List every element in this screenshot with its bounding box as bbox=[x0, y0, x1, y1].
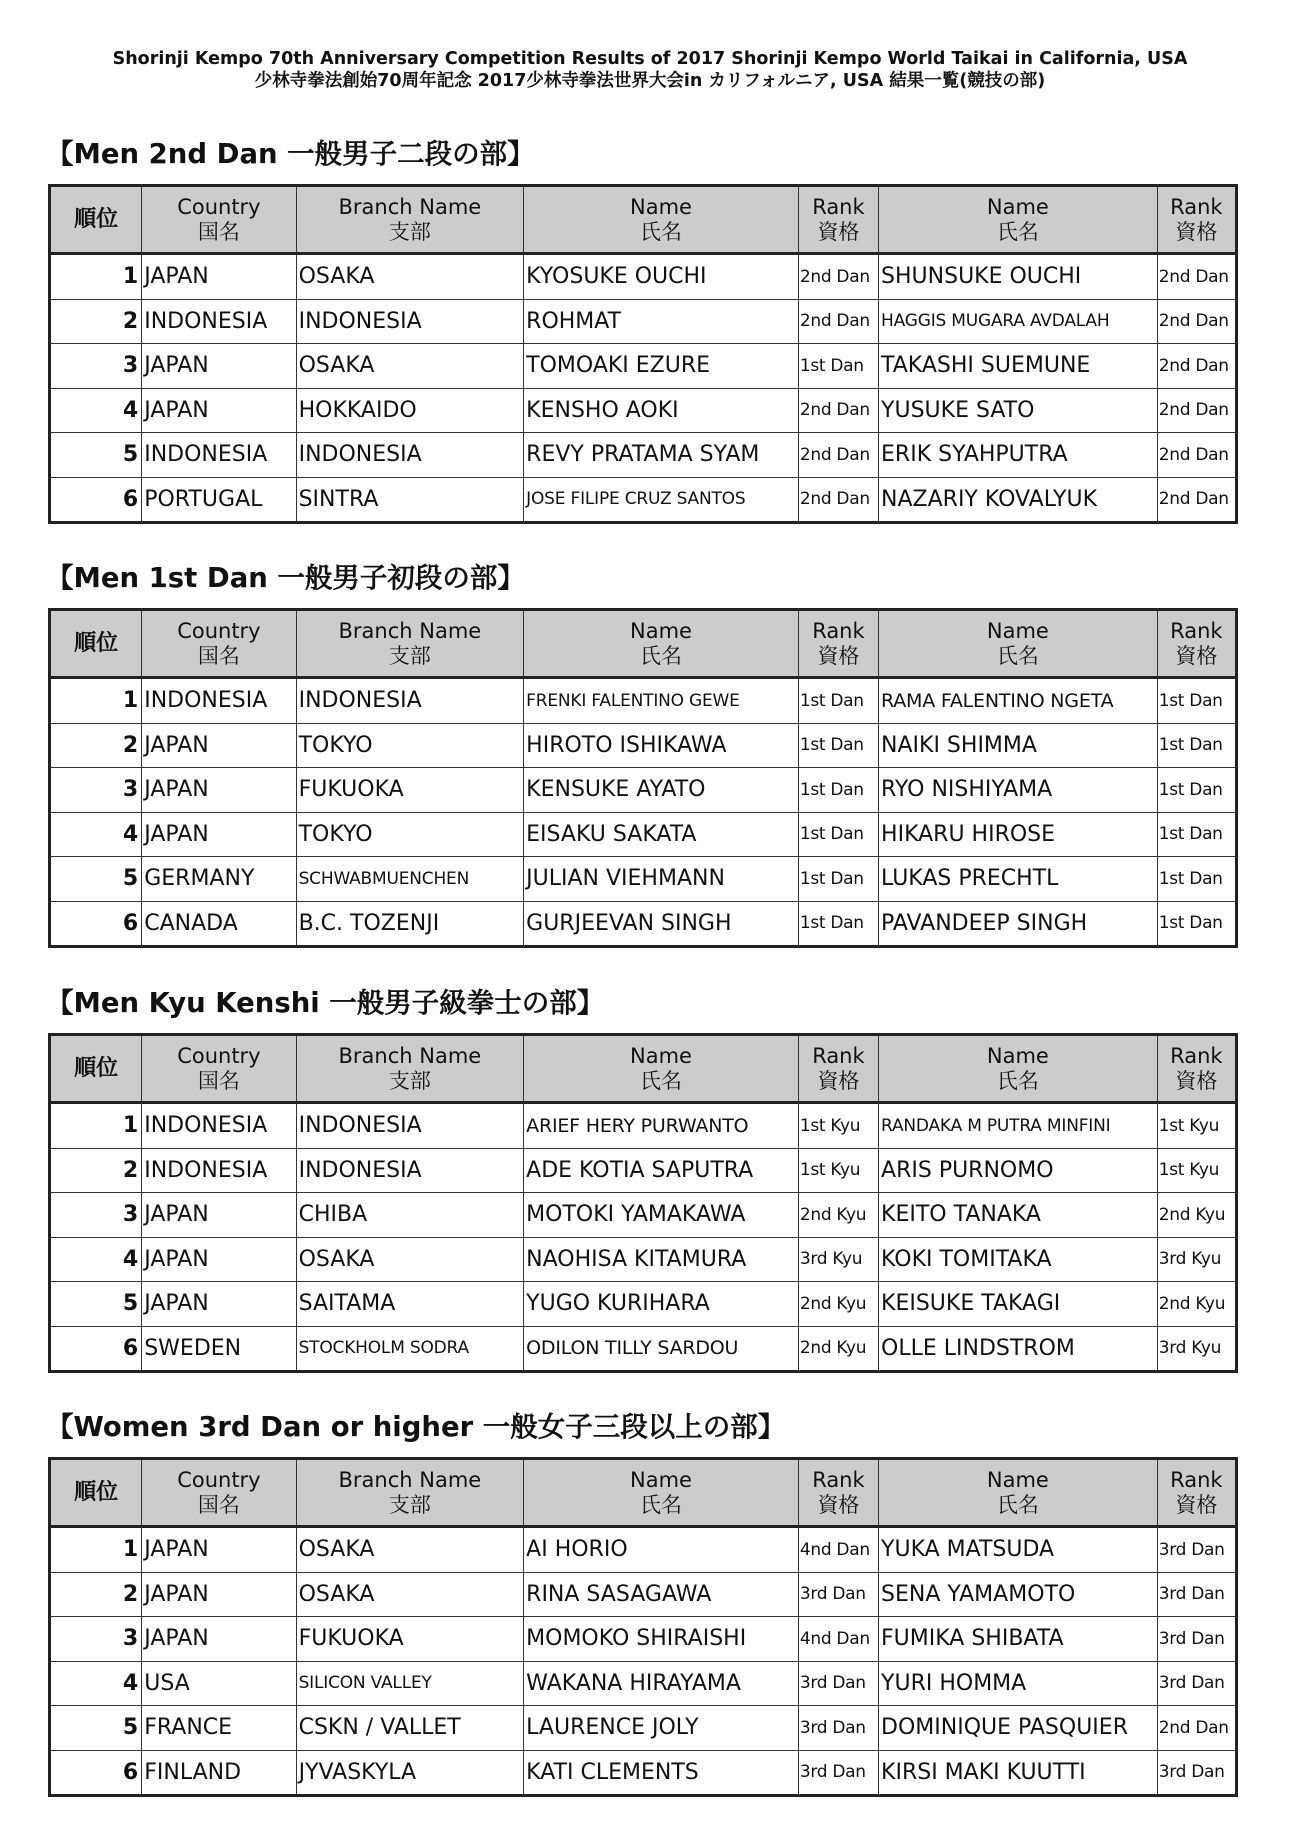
cell-name-1: YUGO KURIHARA bbox=[524, 1282, 799, 1327]
col-header-branch-label: 支部 bbox=[388, 1492, 431, 1517]
cell-branch: OSAKA bbox=[296, 1572, 524, 1617]
cell-name-2: PAVANDEEP SINGH bbox=[879, 901, 1158, 947]
col-header-branch-label: Branch Name bbox=[338, 1467, 482, 1492]
cell-branch: SINTRA bbox=[296, 477, 524, 523]
section-title: 【Men Kyu Kenshi 一般男子級拳士の部】 bbox=[46, 987, 605, 1019]
col-header-name-label: 氏名 bbox=[640, 643, 682, 668]
table-row bbox=[50, 723, 1237, 768]
col-header-rank-qualification-label: Rank bbox=[1170, 1467, 1223, 1492]
table-row bbox=[50, 299, 1237, 344]
col-header-rank bbox=[50, 186, 142, 254]
col-header-name-label: 氏名 bbox=[996, 219, 1039, 244]
table-row bbox=[50, 1617, 1237, 1662]
col-header-rank-qualification bbox=[798, 610, 878, 678]
results-table bbox=[48, 1457, 1238, 1797]
col-header-rank-qualification-label: Rank bbox=[1170, 618, 1223, 643]
col-header-name bbox=[879, 1459, 1158, 1527]
cell-branch: CHIBA bbox=[296, 1193, 524, 1238]
section-title: 【Men 1st Dan 一般男子初段の部】 bbox=[46, 562, 525, 594]
col-header-country bbox=[142, 1459, 296, 1527]
table-row bbox=[50, 1661, 1237, 1706]
cell-country: INDONESIA bbox=[142, 299, 296, 344]
results-table bbox=[48, 1033, 1238, 1373]
cell-branch: INDONESIA bbox=[296, 299, 524, 344]
cell-rank-2: 1st Dan bbox=[1157, 768, 1236, 813]
cell-name-2: ERIK SYAHPUTRA bbox=[879, 433, 1158, 478]
table-header-row bbox=[50, 610, 1237, 678]
col-header-country bbox=[142, 1035, 296, 1103]
cell-rank-2: 3rd Dan bbox=[1157, 1617, 1236, 1662]
cell-name-2: YUKA MATSUDA bbox=[879, 1527, 1158, 1573]
cell-position: 6 bbox=[50, 477, 142, 523]
cell-position: 1 bbox=[50, 1103, 142, 1149]
cell-rank-1: 2nd Kyu bbox=[798, 1326, 878, 1372]
cell-position: 2 bbox=[50, 299, 142, 344]
col-header-country-label: Country bbox=[177, 1467, 261, 1492]
cell-rank-2: 2nd Dan bbox=[1157, 1706, 1236, 1751]
table-row bbox=[50, 254, 1237, 300]
table-row bbox=[50, 1193, 1237, 1238]
cell-branch: FUKUOKA bbox=[296, 1617, 524, 1662]
cell-country: JAPAN bbox=[142, 254, 296, 300]
cell-rank-1: 1st Dan bbox=[798, 678, 878, 724]
cell-rank-1: 3rd Dan bbox=[798, 1572, 878, 1617]
col-header-rank-qualification-label: Rank bbox=[812, 194, 865, 219]
cell-rank-1: 2nd Kyu bbox=[798, 1282, 878, 1327]
cell-name-1: TOMOAKI EZURE bbox=[524, 344, 799, 389]
cell-branch: INDONESIA bbox=[296, 1103, 524, 1149]
cell-country: JAPAN bbox=[142, 768, 296, 813]
cell-name-2: DOMINIQUE PASQUIER bbox=[879, 1706, 1158, 1751]
cell-rank-1: 1st Dan bbox=[798, 723, 878, 768]
cell-rank-1: 3rd Kyu bbox=[798, 1237, 878, 1282]
table-row bbox=[50, 1103, 1237, 1149]
cell-position: 3 bbox=[50, 344, 142, 389]
table-row bbox=[50, 477, 1237, 523]
col-header-rank-qualification-label: 資格 bbox=[1175, 643, 1218, 668]
cell-position: 5 bbox=[50, 1706, 142, 1751]
cell-country: FRANCE bbox=[142, 1706, 296, 1751]
cell-position: 5 bbox=[50, 857, 142, 902]
cell-country: JAPAN bbox=[142, 1527, 296, 1573]
table-row bbox=[50, 344, 1237, 389]
cell-name-2: SENA YAMAMOTO bbox=[879, 1572, 1158, 1617]
cell-branch: SILICON VALLEY bbox=[296, 1661, 524, 1706]
cell-name-1: ROHMAT bbox=[524, 299, 799, 344]
col-header-rank bbox=[50, 1459, 142, 1527]
cell-position: 5 bbox=[50, 1282, 142, 1327]
cell-name-2: NAIKI SHIMMA bbox=[879, 723, 1158, 768]
cell-position: 2 bbox=[50, 723, 142, 768]
cell-country: JAPAN bbox=[142, 812, 296, 857]
col-header-name-label: Name bbox=[986, 194, 1049, 219]
cell-branch: OSAKA bbox=[296, 344, 524, 389]
cell-position: 1 bbox=[50, 254, 142, 300]
cell-country: INDONESIA bbox=[142, 1103, 296, 1149]
col-header-name bbox=[879, 610, 1158, 678]
table-header-row bbox=[50, 186, 1237, 254]
col-header-rank-qualification bbox=[798, 1459, 878, 1527]
cell-name-1: GURJEEVAN SINGH bbox=[524, 901, 799, 947]
col-header-name bbox=[879, 186, 1158, 254]
cell-rank-1: 1st Kyu bbox=[798, 1148, 878, 1193]
cell-rank-1: 2nd Dan bbox=[798, 254, 878, 300]
cell-rank-2: 3rd Dan bbox=[1157, 1750, 1236, 1796]
cell-branch: B.C. TOZENJI bbox=[296, 901, 524, 947]
cell-name-1: RINA SASAGAWA bbox=[524, 1572, 799, 1617]
cell-branch: INDONESIA bbox=[296, 678, 524, 724]
cell-name-2: KOKI TOMITAKA bbox=[879, 1237, 1158, 1282]
col-header-rank-qualification-label: Rank bbox=[812, 1043, 865, 1068]
cell-rank-2: 3rd Dan bbox=[1157, 1572, 1236, 1617]
col-header-name-label: Name bbox=[630, 1043, 692, 1068]
col-header-rank-qualification bbox=[1157, 610, 1236, 678]
cell-name-1: HIROTO ISHIKAWA bbox=[524, 723, 799, 768]
cell-name-2: TAKASHI SUEMUNE bbox=[879, 344, 1158, 389]
cell-name-2: HIKARU HIROSE bbox=[879, 812, 1158, 857]
cell-rank-2: 2nd Dan bbox=[1157, 477, 1236, 523]
col-header-rank-label: 順位 bbox=[74, 631, 119, 656]
cell-rank-1: 4nd Dan bbox=[798, 1617, 878, 1662]
table-row bbox=[50, 901, 1237, 947]
cell-rank-2: 1st Dan bbox=[1157, 901, 1236, 947]
col-header-rank-qualification bbox=[798, 1035, 878, 1103]
table-row bbox=[50, 678, 1237, 724]
header-title-jp: 少林寺拳法創始70周年記念 2017少林寺拳法世界大会in カリフォルニア, USA 結果一覧(競技の部) bbox=[254, 71, 1046, 91]
cell-name-2: YUSUKE SATO bbox=[879, 388, 1158, 433]
cell-country: FINLAND bbox=[142, 1750, 296, 1796]
cell-country: INDONESIA bbox=[142, 433, 296, 478]
cell-rank-2: 2nd Kyu bbox=[1157, 1282, 1236, 1327]
table-row bbox=[50, 812, 1237, 857]
cell-name-2: KIRSI MAKI KUUTTI bbox=[879, 1750, 1158, 1796]
col-header-name-label: Name bbox=[986, 1467, 1049, 1492]
col-header-name-label: 氏名 bbox=[996, 643, 1039, 668]
section-title: 【Women 3rd Dan or higher 一般女子三段以上の部】 bbox=[46, 1411, 786, 1443]
cell-rank-2: 1st Kyu bbox=[1157, 1148, 1236, 1193]
cell-country: GERMANY bbox=[142, 857, 296, 902]
cell-rank-2: 3rd Kyu bbox=[1157, 1237, 1236, 1282]
cell-branch: OSAKA bbox=[296, 1527, 524, 1573]
table-row bbox=[50, 1527, 1237, 1573]
cell-country: JAPAN bbox=[142, 1617, 296, 1662]
section-men-kyu-kenshi bbox=[48, 981, 1238, 1373]
col-header-rank-qualification-label: 資格 bbox=[1175, 1068, 1218, 1093]
cell-name-2: SHUNSUKE OUCHI bbox=[879, 254, 1158, 300]
cell-name-1: KENSHO AOKI bbox=[524, 388, 799, 433]
col-header-name-label: 氏名 bbox=[996, 1068, 1039, 1093]
cell-rank-2: 1st Dan bbox=[1157, 812, 1236, 857]
cell-country: JAPAN bbox=[142, 344, 296, 389]
cell-position: 1 bbox=[50, 678, 142, 724]
col-header-country-label: Country bbox=[177, 618, 261, 643]
cell-rank-2: 2nd Dan bbox=[1157, 299, 1236, 344]
cell-rank-2: 2nd Dan bbox=[1157, 254, 1236, 300]
cell-rank-1: 3rd Dan bbox=[798, 1661, 878, 1706]
cell-country: USA bbox=[142, 1661, 296, 1706]
cell-rank-2: 1st Dan bbox=[1157, 723, 1236, 768]
cell-position: 4 bbox=[50, 1661, 142, 1706]
col-header-country-label: Country bbox=[177, 194, 261, 219]
col-header-name-label: 氏名 bbox=[640, 1068, 682, 1093]
col-header-rank-qualification-label: 資格 bbox=[1175, 219, 1218, 244]
cell-name-2: RAMA FALENTINO NGETA bbox=[879, 678, 1158, 724]
cell-country: JAPAN bbox=[142, 1282, 296, 1327]
col-header-rank bbox=[50, 1035, 142, 1103]
cell-name-2: FUMIKA SHIBATA bbox=[879, 1617, 1158, 1662]
col-header-country bbox=[142, 186, 296, 254]
cell-branch: OSAKA bbox=[296, 1237, 524, 1282]
cell-name-1: LAURENCE JOLY bbox=[524, 1706, 799, 1751]
cell-rank-1: 2nd Dan bbox=[798, 388, 878, 433]
cell-rank-1: 1st Dan bbox=[798, 768, 878, 813]
cell-branch: SAITAMA bbox=[296, 1282, 524, 1327]
table-row bbox=[50, 1282, 1237, 1327]
cell-country: CANADA bbox=[142, 901, 296, 947]
cell-branch: INDONESIA bbox=[296, 433, 524, 478]
results-table bbox=[48, 184, 1238, 524]
col-header-name-label: Name bbox=[630, 194, 692, 219]
cell-rank-1: 2nd Dan bbox=[798, 299, 878, 344]
cell-rank-1: 2nd Dan bbox=[798, 433, 878, 478]
cell-name-1: REVY PRATAMA SYAM bbox=[524, 433, 799, 478]
col-header-country-label: Country bbox=[177, 1043, 261, 1068]
cell-country: INDONESIA bbox=[142, 1148, 296, 1193]
cell-name-2: HAGGIS MUGARA AVDALAH bbox=[879, 299, 1158, 344]
col-header-country-label: 国名 bbox=[197, 1068, 240, 1093]
cell-position: 6 bbox=[50, 1750, 142, 1796]
col-header-name bbox=[524, 186, 799, 254]
cell-name-1: AI HORIO bbox=[524, 1527, 799, 1573]
col-header-name-label: 氏名 bbox=[640, 1492, 682, 1517]
cell-name-1: MOTOKI YAMAKAWA bbox=[524, 1193, 799, 1238]
col-header-name-label: Name bbox=[630, 1467, 692, 1492]
cell-name-1: EISAKU SAKATA bbox=[524, 812, 799, 857]
col-header-country-label: 国名 bbox=[197, 1492, 240, 1517]
section-title: 【Men 2nd Dan 一般男子二段の部】 bbox=[46, 138, 535, 170]
col-header-branch bbox=[296, 1035, 524, 1103]
col-header-rank-qualification-label: 資格 bbox=[1175, 1492, 1218, 1517]
results-table bbox=[48, 608, 1238, 948]
cell-position: 1 bbox=[50, 1527, 142, 1573]
table-row bbox=[50, 1326, 1237, 1372]
cell-name-1: FRENKI FALENTINO GEWE bbox=[524, 678, 799, 724]
col-header-rank-qualification-label: Rank bbox=[812, 1467, 865, 1492]
cell-country: JAPAN bbox=[142, 1193, 296, 1238]
cell-position: 5 bbox=[50, 433, 142, 478]
cell-name-1: NAOHISA KITAMURA bbox=[524, 1237, 799, 1282]
cell-rank-2: 2nd Kyu bbox=[1157, 1193, 1236, 1238]
cell-name-1: MOMOKO SHIRAISHI bbox=[524, 1617, 799, 1662]
cell-country: JAPAN bbox=[142, 1237, 296, 1282]
table-row bbox=[50, 1750, 1237, 1796]
cell-position: 4 bbox=[50, 388, 142, 433]
col-header-name-label: Name bbox=[986, 1043, 1049, 1068]
cell-branch: JYVASKYLA bbox=[296, 1750, 524, 1796]
col-header-rank-qualification-label: 資格 bbox=[817, 219, 860, 244]
cell-name-2: KEISUKE TAKAGI bbox=[879, 1282, 1158, 1327]
cell-country: JAPAN bbox=[142, 723, 296, 768]
col-header-name-label: Name bbox=[630, 618, 692, 643]
cell-position: 2 bbox=[50, 1148, 142, 1193]
col-header-rank bbox=[50, 610, 142, 678]
cell-name-2: RYO NISHIYAMA bbox=[879, 768, 1158, 813]
col-header-rank-qualification bbox=[798, 186, 878, 254]
cell-position: 6 bbox=[50, 901, 142, 947]
cell-position: 4 bbox=[50, 1237, 142, 1282]
cell-branch: INDONESIA bbox=[296, 1148, 524, 1193]
col-header-name bbox=[879, 1035, 1158, 1103]
table-row bbox=[50, 1706, 1237, 1751]
document-header bbox=[0, 48, 1300, 92]
cell-name-1: WAKANA HIRAYAMA bbox=[524, 1661, 799, 1706]
table-header-row bbox=[50, 1035, 1237, 1103]
col-header-country-label: 国名 bbox=[197, 219, 240, 244]
cell-name-2: RANDAKA M PUTRA MINFINI bbox=[879, 1103, 1158, 1149]
cell-rank-2: 3rd Dan bbox=[1157, 1527, 1236, 1573]
col-header-branch bbox=[296, 1459, 524, 1527]
cell-position: 3 bbox=[50, 768, 142, 813]
cell-rank-1: 1st Dan bbox=[798, 812, 878, 857]
cell-rank-2: 2nd Dan bbox=[1157, 388, 1236, 433]
cell-country: JAPAN bbox=[142, 1572, 296, 1617]
cell-rank-2: 3rd Dan bbox=[1157, 1661, 1236, 1706]
cell-rank-1: 1st Dan bbox=[798, 857, 878, 902]
col-header-rank-qualification-label: Rank bbox=[1170, 194, 1223, 219]
cell-branch: TOKYO bbox=[296, 812, 524, 857]
col-header-branch bbox=[296, 186, 524, 254]
col-header-rank-qualification-label: 資格 bbox=[817, 643, 860, 668]
col-header-branch-label: Branch Name bbox=[338, 1043, 482, 1068]
table-header-row bbox=[50, 1459, 1237, 1527]
cell-rank-2: 1st Dan bbox=[1157, 857, 1236, 902]
header-title-en: Shorinji Kempo 70th Anniversary Competition Results of 2017 Shorinji Kempo World Taikai in California, USA bbox=[112, 49, 1188, 69]
cell-name-1: KYOSUKE OUCHI bbox=[524, 254, 799, 300]
col-header-rank-qualification-label: 資格 bbox=[817, 1068, 860, 1093]
table-row bbox=[50, 433, 1237, 478]
cell-position: 2 bbox=[50, 1572, 142, 1617]
cell-rank-1: 1st Dan bbox=[798, 344, 878, 389]
table-row bbox=[50, 388, 1237, 433]
cell-branch: HOKKAIDO bbox=[296, 388, 524, 433]
col-header-rank-label: 順位 bbox=[74, 207, 119, 232]
cell-name-1: KATI CLEMENTS bbox=[524, 1750, 799, 1796]
col-header-name-label: Name bbox=[986, 618, 1049, 643]
col-header-rank-qualification-label: Rank bbox=[812, 618, 865, 643]
cell-rank-1: 2nd Kyu bbox=[798, 1193, 878, 1238]
cell-name-1: JOSE FILIPE CRUZ SANTOS bbox=[524, 477, 799, 523]
cell-name-1: ODILON TILLY SARDOU bbox=[524, 1326, 799, 1372]
col-header-country-label: 国名 bbox=[197, 643, 240, 668]
col-header-name bbox=[524, 610, 799, 678]
table-row bbox=[50, 1148, 1237, 1193]
col-header-name bbox=[524, 1035, 799, 1103]
cell-position: 6 bbox=[50, 1326, 142, 1372]
cell-country: INDONESIA bbox=[142, 678, 296, 724]
cell-position: 3 bbox=[50, 1193, 142, 1238]
col-header-branch bbox=[296, 610, 524, 678]
cell-rank-1: 3rd Dan bbox=[798, 1706, 878, 1751]
cell-name-1: ADE KOTIA SAPUTRA bbox=[524, 1148, 799, 1193]
table-row bbox=[50, 768, 1237, 813]
col-header-rank-qualification-label: 資格 bbox=[817, 1492, 860, 1517]
cell-rank-1: 1st Dan bbox=[798, 901, 878, 947]
section-women-3rd-dan-or-higher bbox=[48, 1405, 1238, 1797]
col-header-rank-qualification bbox=[1157, 1035, 1236, 1103]
cell-branch: FUKUOKA bbox=[296, 768, 524, 813]
cell-rank-2: 3rd Kyu bbox=[1157, 1326, 1236, 1372]
cell-name-1: ARIEF HERY PURWANTO bbox=[524, 1103, 799, 1149]
cell-rank-1: 1st Kyu bbox=[798, 1103, 878, 1149]
cell-rank-2: 1st Dan bbox=[1157, 678, 1236, 724]
cell-name-2: KEITO TANAKA bbox=[879, 1193, 1158, 1238]
col-header-rank-qualification bbox=[1157, 186, 1236, 254]
col-header-rank-qualification bbox=[1157, 1459, 1236, 1527]
col-header-rank-qualification-label: Rank bbox=[1170, 1043, 1223, 1068]
cell-rank-1: 4nd Dan bbox=[798, 1527, 878, 1573]
col-header-branch-label: 支部 bbox=[388, 643, 431, 668]
col-header-name-label: 氏名 bbox=[640, 219, 682, 244]
cell-name-2: OLLE LINDSTROM bbox=[879, 1326, 1158, 1372]
cell-rank-2: 2nd Dan bbox=[1157, 344, 1236, 389]
col-header-rank-label: 順位 bbox=[74, 1056, 119, 1081]
cell-position: 3 bbox=[50, 1617, 142, 1662]
cell-rank-1: 3rd Dan bbox=[798, 1750, 878, 1796]
cell-name-2: ARIS PURNOMO bbox=[879, 1148, 1158, 1193]
section-men-2nd-dan bbox=[48, 132, 1238, 524]
cell-branch: CSKN / VALLET bbox=[296, 1706, 524, 1751]
cell-branch: SCHWABMUENCHEN bbox=[296, 857, 524, 902]
section-men-1st-dan bbox=[48, 556, 1238, 948]
col-header-branch-label: Branch Name bbox=[338, 618, 482, 643]
cell-name-1: KENSUKE AYATO bbox=[524, 768, 799, 813]
col-header-name-label: 氏名 bbox=[996, 1492, 1039, 1517]
cell-rank-2: 2nd Dan bbox=[1157, 433, 1236, 478]
table-row bbox=[50, 1572, 1237, 1617]
col-header-name bbox=[524, 1459, 799, 1527]
cell-position: 4 bbox=[50, 812, 142, 857]
cell-rank-2: 1st Kyu bbox=[1157, 1103, 1236, 1149]
cell-name-2: NAZARIY KOVALYUK bbox=[879, 477, 1158, 523]
cell-country: PORTUGAL bbox=[142, 477, 296, 523]
cell-country: JAPAN bbox=[142, 388, 296, 433]
col-header-country bbox=[142, 610, 296, 678]
cell-name-1: JULIAN VIEHMANN bbox=[524, 857, 799, 902]
col-header-branch-label: 支部 bbox=[388, 219, 431, 244]
col-header-branch-label: Branch Name bbox=[338, 194, 482, 219]
cell-name-2: LUKAS PRECHTL bbox=[879, 857, 1158, 902]
cell-name-2: YURI HOMMA bbox=[879, 1661, 1158, 1706]
table-row bbox=[50, 1237, 1237, 1282]
table-row bbox=[50, 857, 1237, 902]
cell-branch: TOKYO bbox=[296, 723, 524, 768]
cell-rank-1: 2nd Dan bbox=[798, 477, 878, 523]
cell-country: SWEDEN bbox=[142, 1326, 296, 1372]
cell-branch: STOCKHOLM SODRA bbox=[296, 1326, 524, 1372]
cell-branch: OSAKA bbox=[296, 254, 524, 300]
col-header-branch-label: 支部 bbox=[388, 1068, 431, 1093]
col-header-rank-label: 順位 bbox=[74, 1480, 119, 1505]
